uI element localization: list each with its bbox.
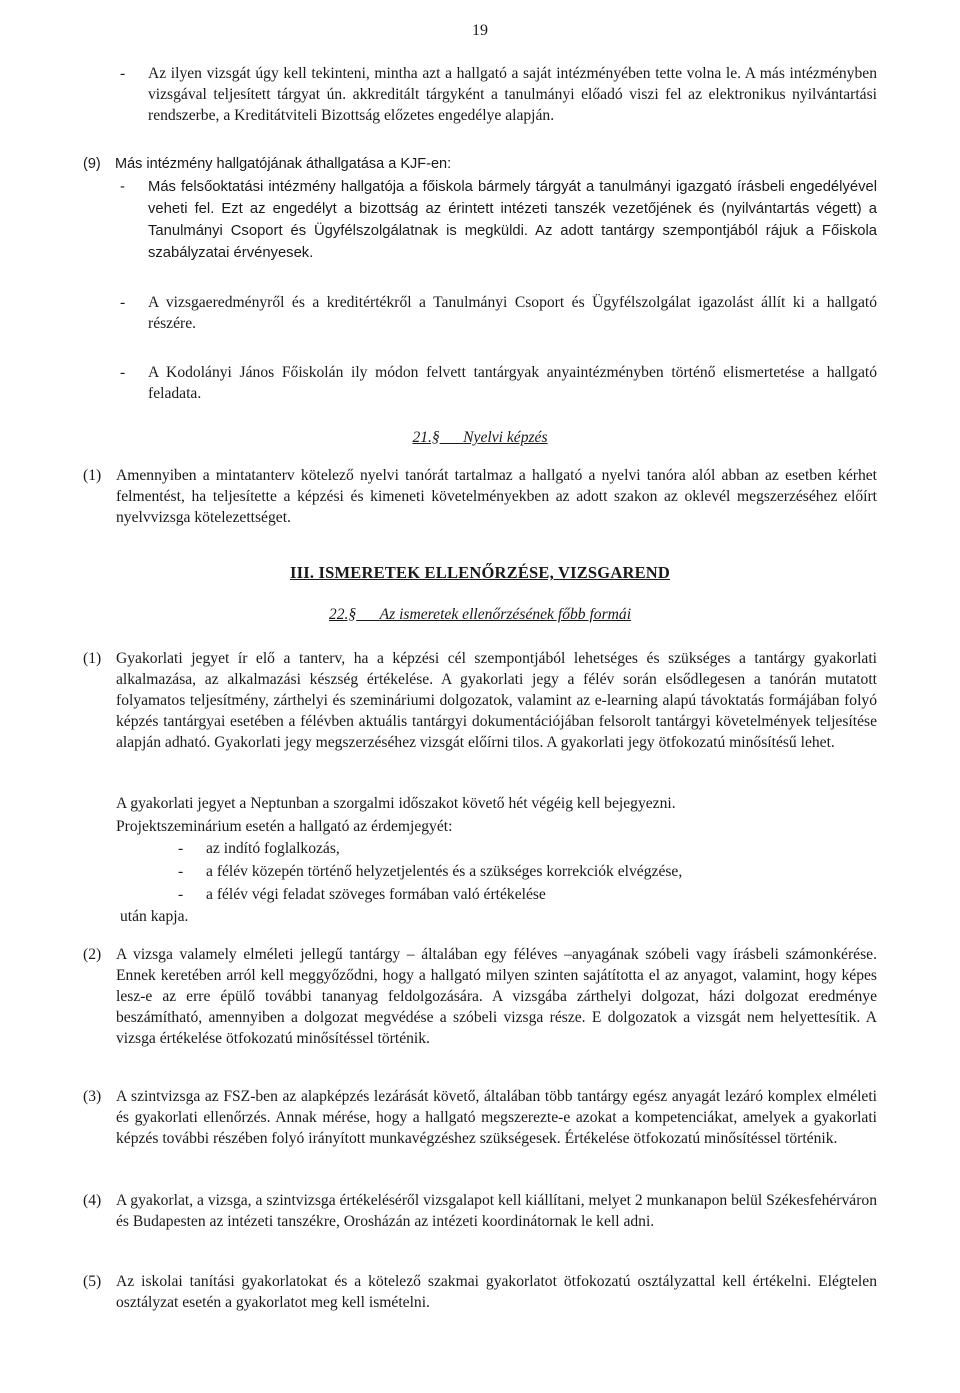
projekt-item-1 xyxy=(178,838,877,859)
paragraph-marker: (3) xyxy=(83,1088,102,1105)
section-22-paragraph-1-text: Gyakorlati jegyet ír elő a tanterv, ha a képzési cél szempontjából lehetséges és szükséges a tantárgy gyakorlati alkalmazása, az alkalmazási készség értékelése. A gyakorlati jegy a félév során elsődlegesen a tanórán mutatott folyamatos teljesítmény, zárthelyi és szemináriumi dolgozatok, valamint az e-learning alapú távoktatás formájában folyó képzés tantárgyai esetében a félévben aktuális tantárgyi dokumentációjában felsorolt tantárgyi követelmények teljesítése alapján adható. Gyakorlati jegy megszerzéséhez vizsgát előírni tilos. A gyakorlati jegy ötfokozatú minősítésű lehet. xyxy=(116,650,877,751)
bullet-dash: - xyxy=(178,886,184,903)
section-22-heading xyxy=(83,604,877,625)
p9-bullet-2 xyxy=(120,292,877,334)
section-22-number: 22.§ xyxy=(328,606,357,623)
bullet-dash: - xyxy=(120,65,126,82)
bullet-dash: - xyxy=(178,840,184,857)
projekt-item-2 xyxy=(178,861,877,882)
p9-bullet-1 xyxy=(120,176,877,264)
section-21-paragraph-1-text: Amennyiben a mintatanterv kötelező nyelvi tanórát tartalmaz a hallgató a nyelvi tanóra alól abban az esetben kérhet felmentést, ha teljesítette a képzési és kimeneti követelményekben az adott szakon az oklevél megszerzéséhez előírt nyelvvizsga kötelezettséget. xyxy=(116,467,877,526)
section-22-title: Az ismeretek ellenőrzésének főbb formái xyxy=(379,606,632,623)
section-22-paragraph-5 xyxy=(83,1271,877,1313)
p9-bullet-3 xyxy=(120,362,877,404)
section-22-paragraph-2-text: A vizsga valamely elméleti jellegű tantárgy – általában egy féléves –anyagának szóbeli vagy írásbeli számonkérése. Ennek keretében arról kell meggyőződni, hogy a hallgató milyen szinten sajátította el az anyagot, valamint, hogy képes lesz-e az erre épülő további tananyag feldolgozására. A vizsgába zárthelyi dolgozat, házi dolgozat eredménye beszámítható, amennyiben a dolgozat megvédése a szóbeli vizsga része. E dolgozatok a vizsgát nem helyettesítik. A vizsga értékelése ötfokozatú minősítéssel történik. xyxy=(116,946,877,1047)
section-22-paragraph-2 xyxy=(83,944,877,1049)
projekt-after: után kapja. xyxy=(120,908,189,925)
page-number: 19 xyxy=(472,22,488,39)
intro-bullet-text: Az ilyen vizsgát úgy kell tekinteni, mintha azt a hallgató a saját intézményében tette volna le. A más intézményben vizsgával teljesített tárgyat ún. akkreditált tárgyként a tanulmányi előadó viszi fel az elektronikus nyilvántartási rendszerbe, a Kreditátviteli Bizottság előzetes engedélye alapján. xyxy=(148,65,877,124)
paragraph-marker: (4) xyxy=(83,1192,102,1209)
bullet-dash: - xyxy=(178,863,184,880)
section-22-paragraph-5-text: Az iskolai tanítási gyakorlatokat és a kötelező szakmai gyakorlatot ötfokozatú osztályzattal kell értékelni. Elégtelen osztályzat esetén a gyakorlatot meg kell ismételni. xyxy=(116,1273,877,1311)
p9-bullet-3-text: A Kodolányi János Főiskolán ily módon felvett tantárgyak anyaintézményben történő elismertetése a hallgató feladata. xyxy=(148,364,877,402)
intro-bullet xyxy=(120,63,877,126)
projekt-note: Projektszeminárium esetén a hallgató az érdemjegyét: xyxy=(116,818,453,835)
neptun-note: A gyakorlati jegyet a Neptunban a szorgalmi időszakot követő hét végéig kell bejegyezni. xyxy=(116,795,676,812)
paragraph-marker: (5) xyxy=(83,1273,102,1290)
section-22-paragraph-3 xyxy=(83,1086,877,1149)
bullet-dash: - xyxy=(120,179,125,195)
projekt-item-3 xyxy=(178,884,877,905)
projekt-item-2-text: a félév közepén történő helyzetjelentés és a szükséges korrekciók elvégzése, xyxy=(206,863,683,880)
section-21-title: Nyelvi képzés xyxy=(463,429,548,446)
p9-bullet-1-text: Más felsőoktatási intézmény hallgatója a főiskola bármely tárgyát a tanulmányi igazgató írásbeli engedélyével veheti fel. Ezt az engedélyt a bizottság az érintett intézeti tanszék vezetőjének és (nyilvántartás végett) a Tanulmányi Csoport és Ügyfélszolgálatnak is megküldi. Az adott tantárgy szempontjából rájuk a Főiskola szabályzatai érvényesek. xyxy=(148,179,877,261)
paragraph-9-heading xyxy=(83,154,877,175)
section-22-paragraph-3-text: A szintvizsga az FSZ-ben az alapképzés lezárását követő, általában több tantárgy egész anyagát lezáró komplex elméleti és gyakorlati ellenőrzés. Annak mérése, hogy a hallgató megszerezte-e azokat a kompetenciákat, amelyek a gyakorlati képzés további részében folyó irányított munkavégzéshez szükségesek. Értékelése ötfokozatú minősítéssel történik. xyxy=(116,1088,877,1147)
paragraph-marker: (9) xyxy=(83,156,101,172)
paragraph-marker: (2) xyxy=(83,946,102,963)
section-22-paragraph-1 xyxy=(83,648,877,753)
paragraph-9-heading-text: Más intézmény hallgatójának áthallgatása a KJF-en: xyxy=(115,156,452,172)
chapter-heading: III. ISMERETEK ELLENŐRZÉSE, VIZSGAREND xyxy=(289,563,671,582)
section-22-paragraph-4-text: A gyakorlat, a vizsga, a szintvizsga értékeléséről vizsgalapot kell kiállítani, melyet 2 munkanapon belül Székesfehérváron és Budapesten az intézeti tanszékre, Orosházán az intézeti koordinátornak le kell adni. xyxy=(116,1192,877,1230)
bullet-dash: - xyxy=(120,364,126,381)
projekt-item-1-text: az indító foglalkozás, xyxy=(206,840,340,857)
section-22-paragraph-4 xyxy=(83,1190,877,1232)
projekt-item-3-text: a félév végi feladat szöveges formában való értékelése xyxy=(206,886,546,903)
section-21-paragraph-1 xyxy=(83,465,877,528)
p9-bullet-2-text: A vizsgaeredményről és a kreditértékről a Tanulmányi Csoport és Ügyfélszolgálat igazolást állít ki a hallgató részére. xyxy=(148,294,877,332)
bullet-dash: - xyxy=(120,294,126,311)
section-21-heading xyxy=(83,427,877,448)
section-21-number: 21.§ xyxy=(412,429,440,446)
paragraph-marker: (1) xyxy=(83,650,102,667)
paragraph-marker: (1) xyxy=(83,467,102,484)
